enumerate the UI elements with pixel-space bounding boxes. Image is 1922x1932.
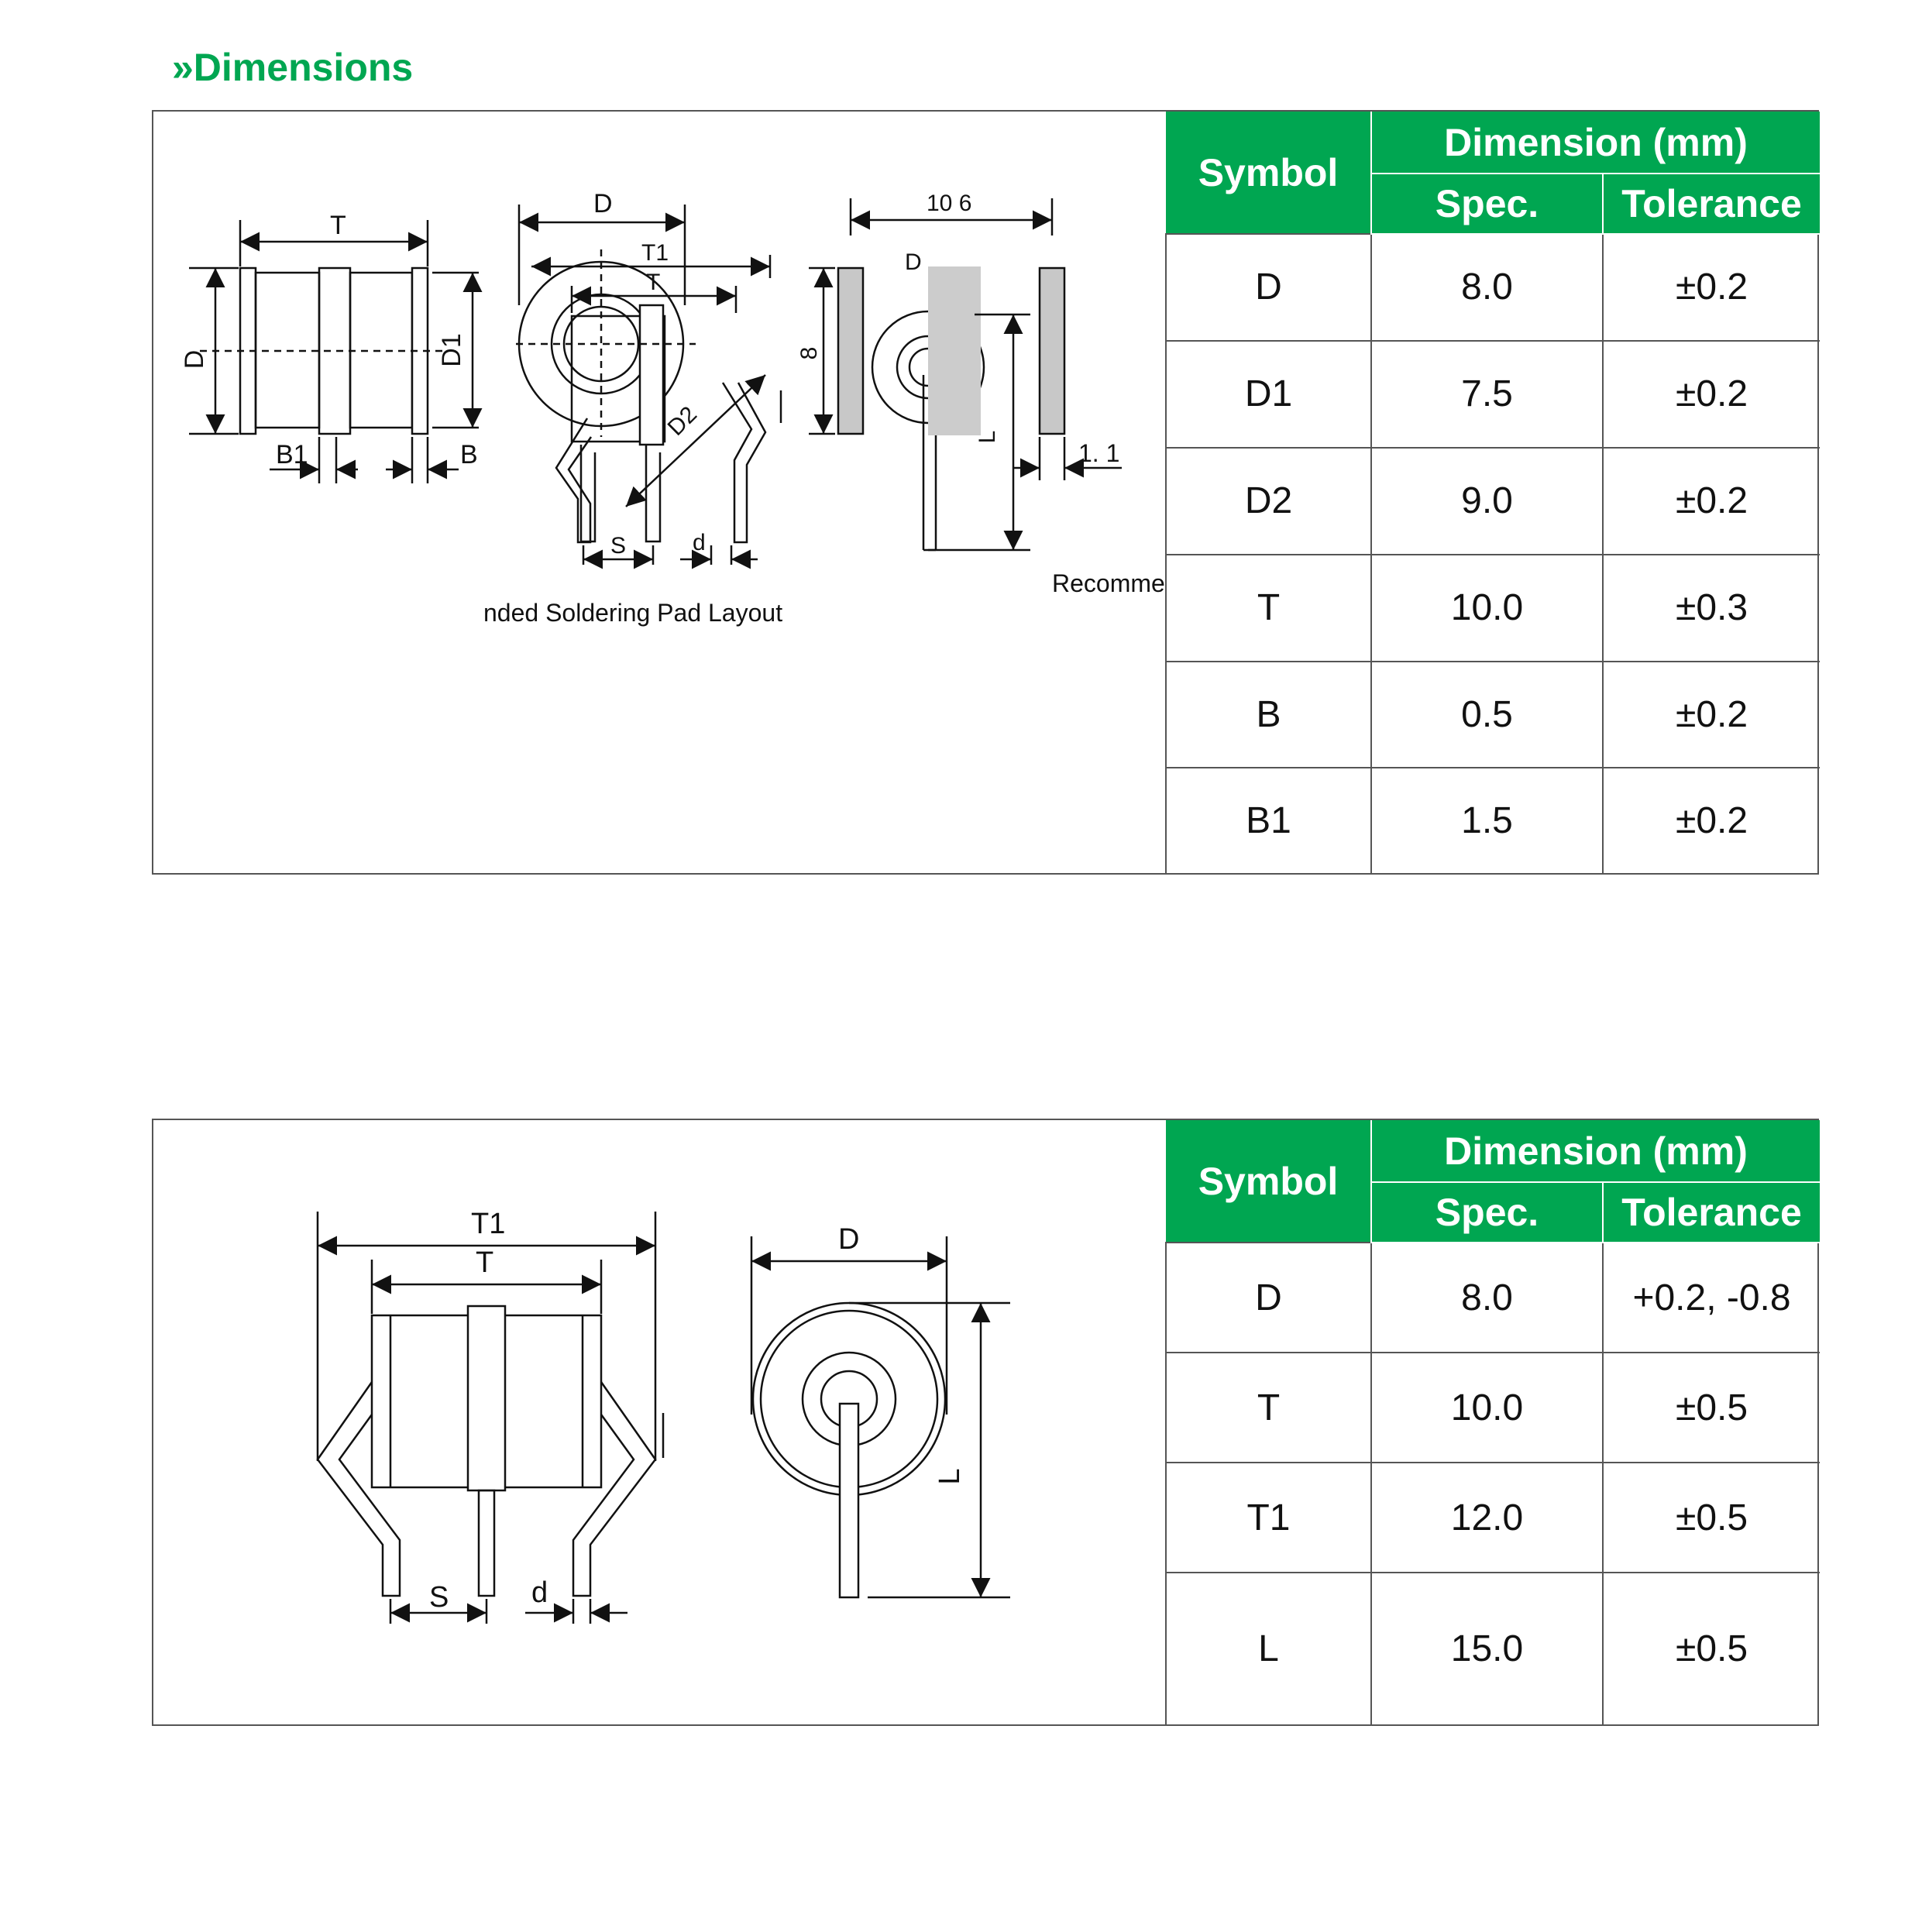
label-d-small: d — [693, 530, 706, 555]
label-8: 8 — [796, 346, 822, 360]
cell-tolerance: ±0.5 — [1603, 1573, 1820, 1724]
label-b1: B1 — [276, 440, 308, 469]
dimension-table-leaded — [1165, 1120, 1820, 1724]
table-row — [1166, 448, 1820, 555]
dimensions-block-leaded — [152, 1119, 1819, 1726]
header-dimension: Dimension (mm) — [1371, 1120, 1820, 1182]
label-10-6: 10 6 — [927, 191, 972, 216]
cell-symbol: D2 — [1166, 448, 1371, 555]
drawing-svg-leaded — [153, 1120, 1165, 1726]
dimension-table-smd — [1165, 112, 1820, 873]
cell-symbol: B — [1166, 662, 1371, 768]
cell-tolerance: ±0.3 — [1603, 555, 1820, 662]
cell-spec: 1.5 — [1371, 768, 1603, 873]
label-t: T — [476, 1246, 494, 1279]
cell-symbol: D1 — [1166, 341, 1371, 448]
label-d2: D2 — [662, 401, 703, 441]
table-row — [1166, 555, 1820, 662]
header-symbol: Symbol — [1166, 112, 1371, 234]
label-s: S — [429, 1581, 449, 1614]
label-t: T — [330, 211, 346, 240]
label-l: L — [933, 1468, 966, 1485]
center-band — [468, 1306, 505, 1490]
label-s: S — [610, 533, 627, 559]
cell-spec: 9.0 — [1371, 448, 1603, 555]
table-row — [1166, 1463, 1820, 1573]
section-heading: »Dimensions — [172, 46, 414, 89]
cell-tolerance: ±0.2 — [1603, 768, 1820, 873]
cell-symbol: T1 — [1166, 1463, 1371, 1573]
label-t1: T1 — [471, 1208, 506, 1240]
label-t-inner: T — [646, 270, 661, 295]
cell-symbol: T — [1166, 1353, 1371, 1463]
header-spec: Spec. — [1371, 1182, 1603, 1243]
drawing-svg-smd — [153, 112, 1165, 875]
header-symbol: Symbol — [1166, 1120, 1371, 1243]
cell-symbol: D — [1166, 1243, 1371, 1353]
cell-spec: 0.5 — [1371, 662, 1603, 768]
table-row — [1166, 1353, 1820, 1463]
caption-soldering-pad: nded Soldering Pad Layout — [483, 599, 783, 627]
cell-tolerance: ±0.2 — [1603, 448, 1820, 555]
cell-symbol: D — [1166, 234, 1371, 341]
center-lead — [479, 1490, 494, 1596]
dimension-drawing-leaded — [153, 1120, 1165, 1724]
label-d: D — [838, 1223, 860, 1256]
header-tolerance: Tolerance — [1603, 1182, 1820, 1243]
cell-tolerance: ±0.5 — [1603, 1353, 1820, 1463]
cell-tolerance: ±0.2 — [1603, 234, 1820, 341]
cell-tolerance: +0.2, -0.8 — [1603, 1243, 1820, 1353]
label-b: B — [460, 440, 478, 469]
cell-spec: 10.0 — [1371, 1353, 1603, 1463]
caption-recomme: Recomme — [1052, 569, 1165, 597]
cell-symbol: B1 — [1166, 768, 1371, 873]
table-row — [1166, 662, 1820, 768]
label-d-small: d — [531, 1576, 548, 1609]
table-row — [1166, 234, 1820, 341]
lead-side — [840, 1404, 858, 1597]
cell-spec: 7.5 — [1371, 341, 1603, 448]
label-l: L — [975, 430, 1000, 444]
label-d-top: D — [593, 189, 613, 218]
cell-spec: 10.0 — [1371, 555, 1603, 662]
header-spec: Spec. — [1371, 174, 1603, 234]
cell-tolerance: ±0.2 — [1603, 662, 1820, 768]
cell-tolerance: ±0.5 — [1603, 1463, 1820, 1573]
cell-spec: 8.0 — [1371, 234, 1603, 341]
table-row — [1166, 1573, 1820, 1724]
cell-spec: 12.0 — [1371, 1463, 1603, 1573]
header-tolerance: Tolerance — [1603, 174, 1820, 234]
label-1-1: 1. 1 — [1078, 439, 1120, 467]
dimensions-block-smd — [152, 110, 1819, 875]
header-dimension: Dimension (mm) — [1371, 112, 1820, 174]
dimension-drawing-smd — [153, 112, 1165, 873]
cell-spec: 15.0 — [1371, 1573, 1603, 1724]
cell-symbol: L — [1166, 1573, 1371, 1724]
label-d: D — [180, 349, 209, 370]
cell-symbol: T — [1166, 555, 1371, 662]
table-row — [1166, 341, 1820, 448]
label-t1: T1 — [641, 240, 669, 266]
table-row — [1166, 768, 1820, 873]
cell-tolerance: ±0.2 — [1603, 341, 1820, 448]
table-row — [1166, 1243, 1820, 1353]
label-d-pad: D — [905, 249, 922, 275]
label-d1: D1 — [437, 333, 466, 367]
cell-spec: 8.0 — [1371, 1243, 1603, 1353]
